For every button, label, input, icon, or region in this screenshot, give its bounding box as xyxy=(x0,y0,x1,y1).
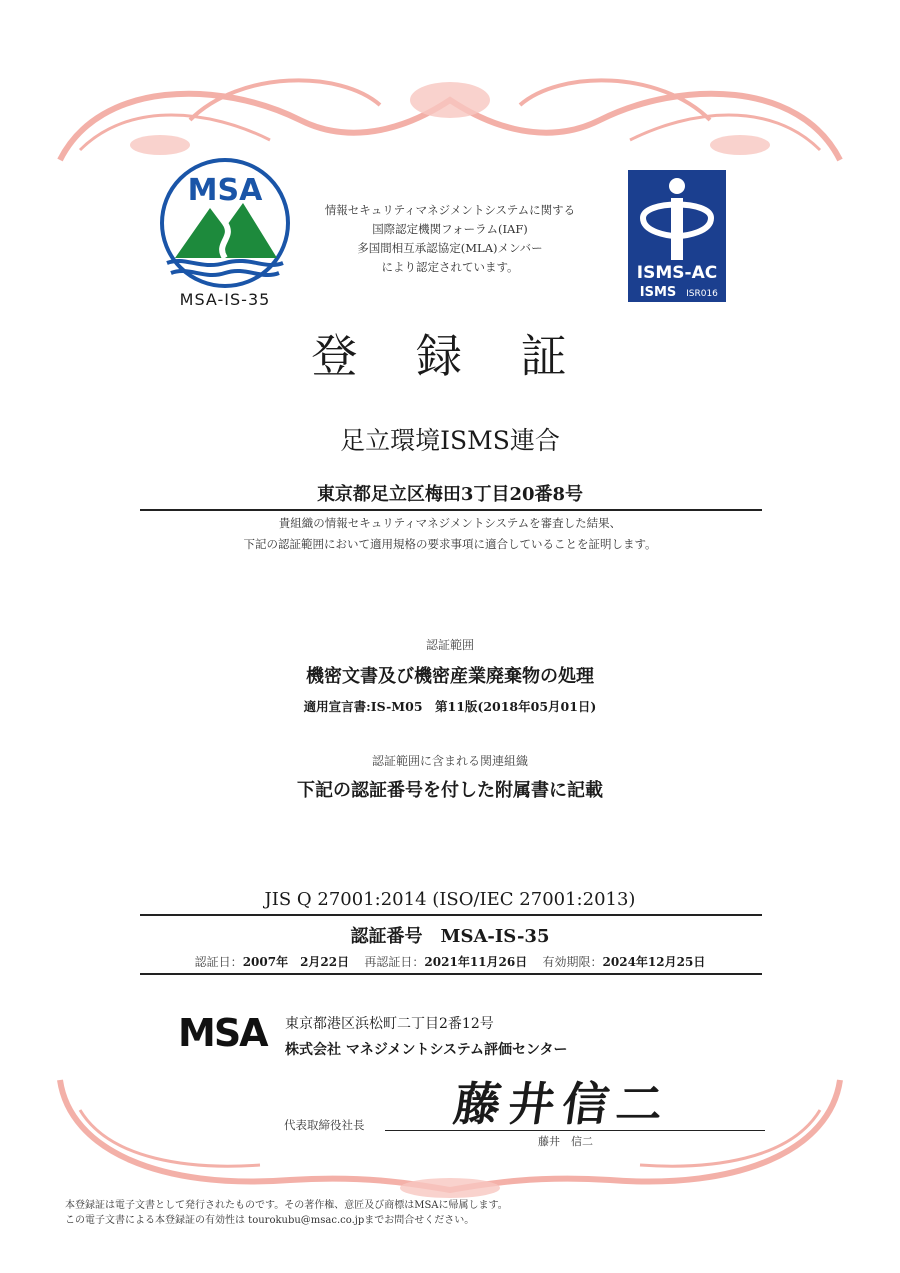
certification-statement xyxy=(0,513,900,555)
msa-logo-code: MSA-IS-35 xyxy=(179,290,271,309)
msa-wordmark-icon xyxy=(178,1012,278,1052)
related-orgs-value: 下記の認証番号を付した附属書に記載 xyxy=(297,780,603,801)
certified-date: 2007年 2月22日 xyxy=(242,955,350,969)
isms-ac-text: ISMS-AC xyxy=(636,263,718,283)
iaf-line: により認定されています。 xyxy=(381,260,519,274)
isms-text: ISMS xyxy=(639,285,677,300)
scope-value: 機密文書及び機密産業廃棄物の処理 xyxy=(306,666,594,687)
applied-standard: JIS Q 27001:2014 (ISO/IEC 27001:2013) xyxy=(264,889,636,910)
footer-note xyxy=(65,1198,508,1228)
signature-line xyxy=(385,1130,765,1131)
msa-logo-text: MSA xyxy=(187,173,263,208)
certificate-title: 登 録 証 xyxy=(311,329,589,383)
bottom-ornament xyxy=(40,1070,860,1200)
applicability-declaration: 適用宣言書:IS-M05 第11版(2018年05月01日) xyxy=(303,699,597,714)
certificate-number: 認証番号 MSA-IS-35 xyxy=(350,926,550,947)
iaf-line: 情報セキュリティマネジメントシステムに関する xyxy=(324,203,576,217)
divider xyxy=(140,973,762,975)
certificate-dates xyxy=(0,953,900,970)
scope-label: 認証範囲 xyxy=(425,638,474,652)
organization-name: 足立環境ISMS連合 xyxy=(340,426,560,455)
expiry-date: 2024年12月25日 xyxy=(602,955,706,969)
recertified-date: 2021年11月26日 xyxy=(424,955,528,969)
iaf-line: 多国間相互承認協定(MLA)メンバー xyxy=(357,241,543,255)
issuer-company: 株式会社 マネジメントシステム評価センター xyxy=(285,1042,568,1058)
signatory-name: 藤井 信二 xyxy=(538,1135,593,1148)
expiry-date-label: 有効期限： xyxy=(542,955,603,969)
statement-line: 下記の認証範囲において適用規格の要求事項に適合していることを証明します。 xyxy=(243,537,657,551)
issuer-mark-text: MSA xyxy=(178,1012,267,1052)
isr-code-text: ISR016 xyxy=(686,289,718,299)
issuer-address: 東京都港区浜松町二丁目2番12号 xyxy=(285,1016,494,1032)
signature: 藤井信二 xyxy=(450,1077,675,1131)
related-orgs-label: 認証範囲に含まれる関連組織 xyxy=(371,754,528,768)
divider xyxy=(140,914,762,916)
statement-line: 貴組織の情報セキュリティマネジメントシステムを審査した結果、 xyxy=(278,516,622,530)
recertified-date-label: 再認証日： xyxy=(364,955,425,969)
isms-ac-logo-icon xyxy=(628,170,726,302)
footer-line: 本登録証は電子文書として発行されたものです。その著作権、意匠及び商標はMSAに帰属します。 xyxy=(65,1200,508,1211)
msa-mountain-logo-icon xyxy=(155,158,295,293)
iaf-line: 国際認定機関フォーラム(IAF) xyxy=(372,222,528,236)
divider xyxy=(140,509,762,511)
signatory-title: 代表取締役社長 xyxy=(284,1118,365,1132)
footer-line: この電子文書による本登録証の有効性は tourokubu@msac.co.jpまでお問合せください。 xyxy=(65,1215,475,1226)
organization-address: 東京都足立区梅田3丁目20番8号 xyxy=(316,484,584,505)
iaf-statement xyxy=(300,201,600,277)
certified-date-label: 認証日： xyxy=(194,955,243,969)
